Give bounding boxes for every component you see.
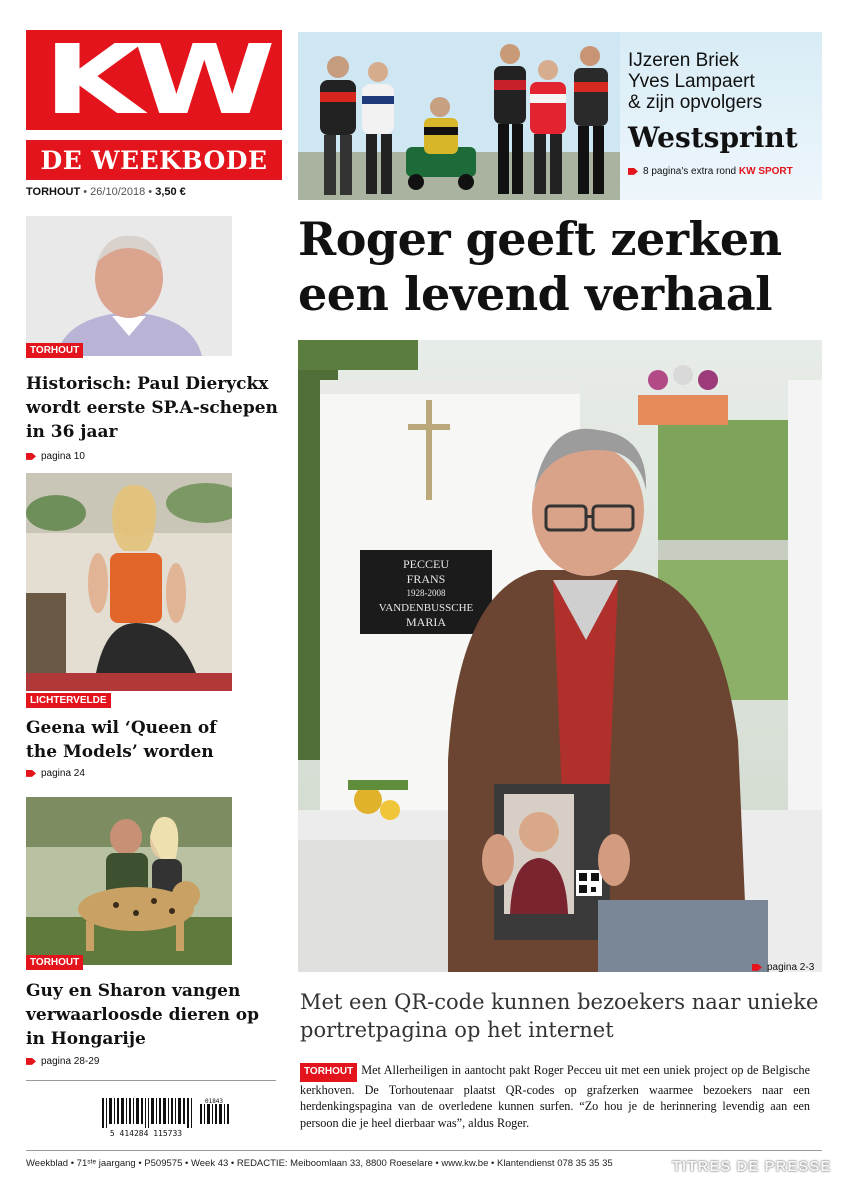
teaser-2-title[interactable]: Geena wil ‘Queen of the Models’ worden: [26, 718, 217, 762]
arrow-right-icon: [628, 168, 638, 175]
footer-info: Weekblad • 71ˢᵗᵉ jaargang • P509575 • Week 43 • REDACTIE: Meiboomlaan 33, 8800 Roeselare • www.kw.be • Klantendienst 078 35 35 35: [26, 1158, 613, 1169]
banner-ref-text: 8 pagina's extra rond: [643, 166, 737, 177]
barcode-digits: 5 414284 115733: [109, 1129, 183, 1138]
left-column-divider: [26, 1080, 276, 1081]
banner-page-ref[interactable]: [628, 166, 818, 177]
teaser-1-page-ref[interactable]: [26, 451, 85, 462]
teaser-1-photo[interactable]: [26, 216, 232, 356]
edition-price: 3,50 €: [155, 186, 186, 198]
teaser-3-tag: TORHOUT: [26, 955, 83, 970]
sport-banner[interactable]: [298, 32, 822, 200]
plaque-line-5: MARIA: [405, 615, 447, 629]
teaser-2-page-ref[interactable]: [26, 768, 85, 779]
plaque-line-3: 1928-2008: [406, 588, 446, 598]
lead-body-text: Met Allerheiligen in aantocht pakt Roger Pecceu uit met een uniek project op de Belgische kerkhoven. De Torhoutenaar plaatst QR-codes op grafzerken waarmee bezoekers naar een herdenkingspagina van de overledene kunnen surfen. “Zo hou je de herinnering levendig aan een persoon die je heel dierbaar was”, aldus Roger.: [300, 1063, 810, 1130]
teaser-3-ref-text: pagina 28-29: [41, 1056, 100, 1067]
teaser-2-tag: LICHTERVELDE: [26, 693, 111, 708]
banner-ref-brand: KW SPORT: [738, 166, 793, 177]
teaser-1-ref-text: pagina 10: [41, 451, 85, 462]
teaser-1-title[interactable]: Historisch: Paul Dieryckx wordt eerste SP.A-schepen in 36 jaar: [26, 374, 278, 442]
lead-body: [300, 1062, 810, 1131]
banner-text: [628, 50, 818, 177]
serval-photo: [26, 797, 232, 965]
logo-text: KW: [43, 24, 265, 136]
banner-line-1: IJzeren Briek: [628, 50, 739, 71]
teaser-3-photo[interactable]: [26, 797, 232, 965]
plaque-line-1: PECCEU: [402, 557, 450, 571]
teaser-2-photo[interactable]: [26, 473, 232, 691]
lead-headline[interactable]: [298, 212, 822, 322]
teaser-3-page-ref[interactable]: [26, 1056, 99, 1067]
plaque-line-2: FRANS: [406, 572, 446, 586]
logo-subtitle: [26, 140, 282, 180]
barcode: [98, 1098, 238, 1138]
lead-photo: [298, 340, 822, 972]
plaque-line-4: VANDENBUSSCHE: [378, 602, 474, 614]
headline-line-1: Roger geeft zerken: [298, 212, 782, 266]
banner-title: Westsprint: [628, 121, 798, 154]
arrow-right-icon: [26, 770, 36, 777]
banner-line-2: Yves Lampaert: [628, 71, 755, 92]
teaser-3-title[interactable]: Guy en Sharon vangen verwaarloosde dieren op in Hongarije: [26, 981, 260, 1049]
portrait-photo: [26, 216, 232, 356]
cemetery-photo: [298, 340, 822, 972]
arrow-right-icon: [26, 453, 36, 460]
arrow-right-icon: [26, 1058, 36, 1065]
edition-line: TORHOUT • 26/10/2018 • 3,50 €: [26, 186, 186, 198]
lead-subhead: Met een QR-code kunnen bezoekers naar unieke portretpagina op het internet: [300, 990, 819, 1042]
barcode-addon: 01843: [204, 1098, 224, 1105]
headline-line-2: een levend verhaal: [298, 267, 773, 321]
edition-date: 26/10/2018: [90, 186, 146, 198]
teaser-1-tag: TORHOUT: [26, 343, 83, 358]
teaser-2-ref-text: pagina 24: [41, 768, 85, 779]
arrow-right-icon: [752, 964, 762, 971]
cyclists-photo: [298, 32, 620, 200]
edition-town: TORHOUT: [26, 186, 81, 198]
logo-subtitle-text: DE WEEKBODE: [40, 145, 268, 175]
lead-page-ref-text: pagina 2-3: [767, 962, 815, 973]
model-photo: [26, 473, 232, 691]
banner-line-3: & zijn opvolgers: [628, 92, 763, 113]
footer-rule: [26, 1150, 822, 1151]
lead-page-ref[interactable]: [752, 962, 814, 973]
watermark: TITRES DE PRESSE: [672, 1158, 832, 1175]
lead-location-tag: TORHOUT: [300, 1063, 357, 1082]
kw-logo[interactable]: [26, 24, 282, 136]
